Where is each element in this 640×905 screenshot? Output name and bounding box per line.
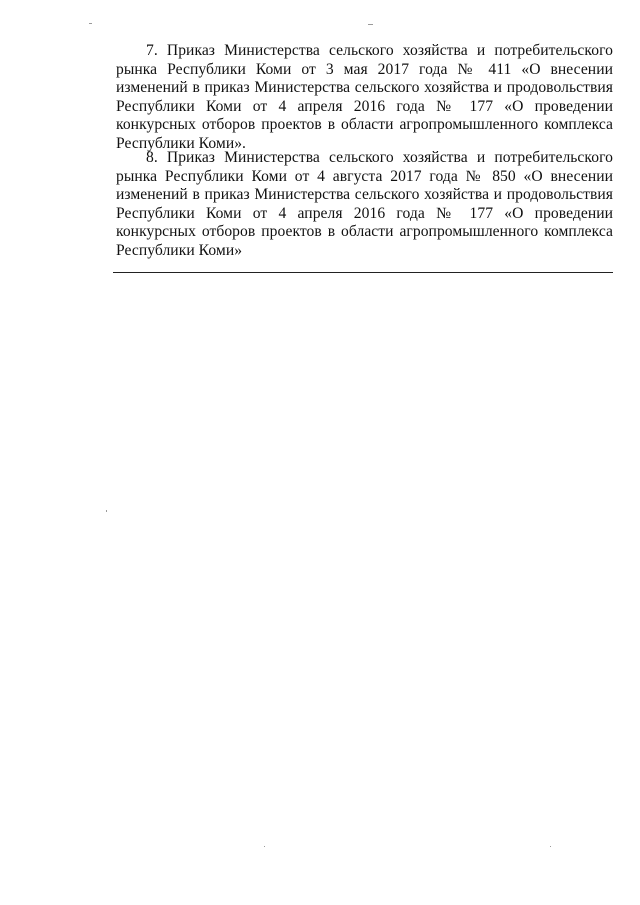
scan-artifact	[264, 846, 265, 847]
closing-divider	[113, 272, 613, 273]
scan-artifact	[550, 846, 551, 847]
list-item-8: 8. Приказ Министерства сельского хозяйства и потребительского рынка Республики Коми от 4 августа 2017 года № 850 «О внесении изменений в приказ Министерства сельского хозяйства и продовольствия Республики Коми от 4 апреля 2016 года № 177 «О проведении конкурсных отборов проектов в области агропромышленного комплекса Республики Коми»	[116, 149, 613, 259]
scan-artifact	[106, 510, 107, 512]
list-item-7: 7. Приказ Министерства сельского хозяйства и потребительского рынка Республики Коми от 3 мая 2017 года № 411 «О внесении изменений в приказ Министерства сельского хозяйства и продовольствия Республики Коми от 4 апреля 2016 года № 177 «О проведении конкурсных отборов проектов в области агропромышленного комплекса Республики Коми».	[116, 42, 613, 152]
scan-artifact	[89, 23, 92, 24]
scan-artifact	[368, 24, 373, 25]
